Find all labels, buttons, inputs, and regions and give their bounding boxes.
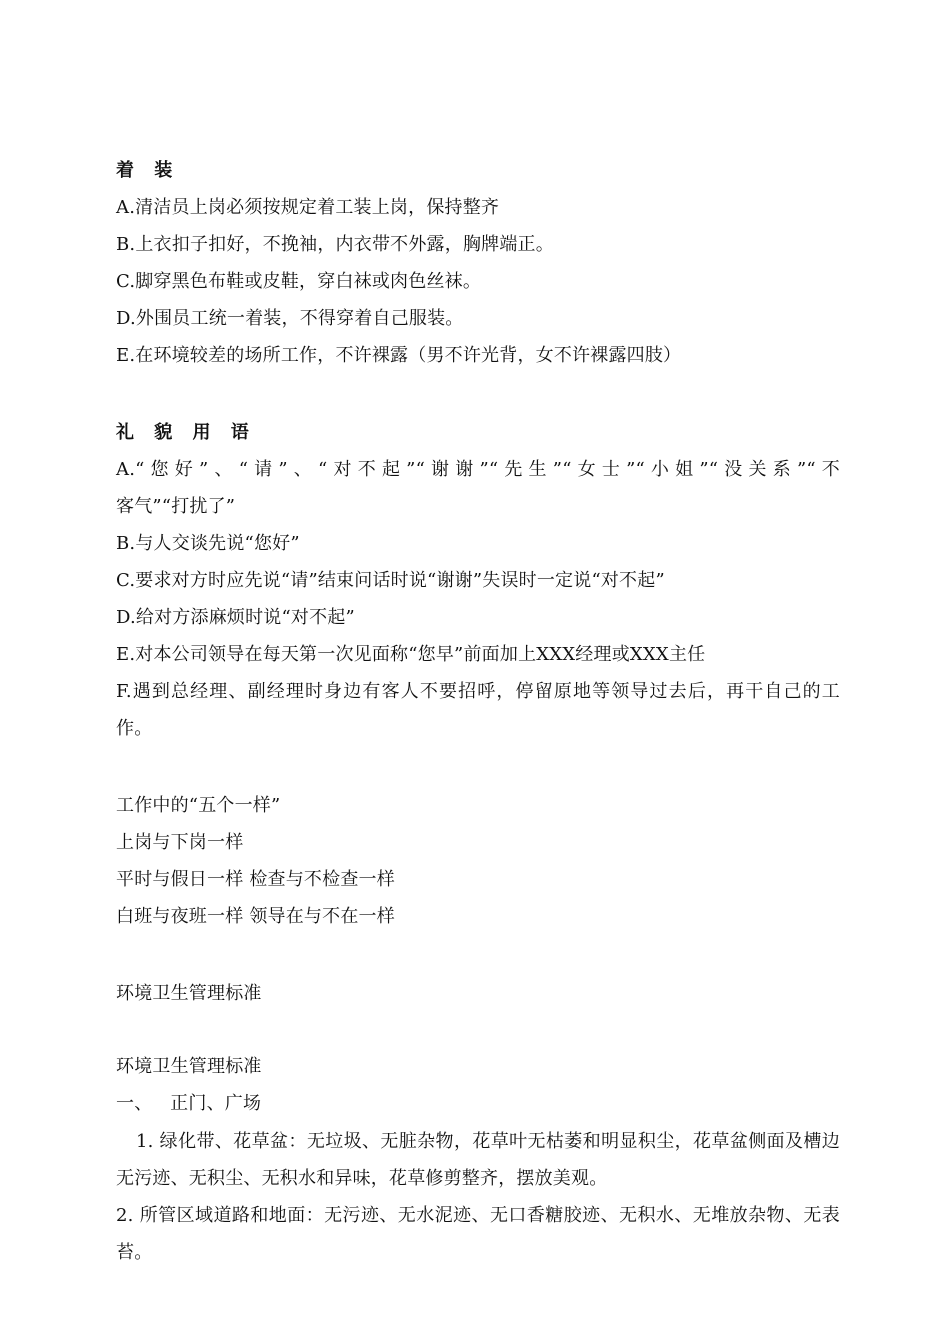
standard-heading-2: 环境卫生管理标准 bbox=[116, 1056, 262, 1077]
item-2-line2: 苔。 bbox=[116, 1242, 153, 1263]
dress-item-d: D.外围员工统一着装，不得穿着自己服装。 bbox=[116, 308, 464, 329]
polite-item-b: B.与人交谈先说“您好” bbox=[116, 533, 300, 554]
polite-item-a-line2: 客气”“打扰了” bbox=[116, 496, 236, 517]
polite-item-f-line1: F.遇到总经理、副经理时身边有客人不要招呼，停留原地等领导过去后，再干自己的工 bbox=[116, 681, 840, 702]
item-1-line2: 无污迹、无积尘、无积水和异味，花草修剪整齐，摆放美观。 bbox=[116, 1168, 608, 1189]
five-same-line2: 平时与假日一样 检查与不检查一样 bbox=[116, 869, 395, 890]
item-2-line1: 2. 所管区域道路和地面：无污迹、无水泥迹、无口香糖胶迹、无积水、无堆放杂物、无表 bbox=[116, 1205, 840, 1226]
dress-item-b: B.上衣扣子扣好，不挽袖，内衣带不外露，胸牌端正。 bbox=[116, 234, 554, 255]
dress-item-a: A.清洁员上岗必须按规定着工装上岗，保持整齐 bbox=[116, 197, 500, 218]
five-same-line3: 白班与夜班一样 领导在与不在一样 bbox=[116, 906, 395, 927]
polite-item-c: C.要求对方时应先说“请”结束问话时说“谢谢”失误时一定说“对不起” bbox=[116, 570, 665, 591]
polite-heading: 礼 貌 用 语 bbox=[116, 422, 256, 443]
five-same-title: 工作中的“五个一样” bbox=[116, 795, 281, 816]
polite-item-a-line1: A.“您好”、“请”、“对不起”“谢谢”“先生”“女士”“小姐”“没关系”“不 bbox=[116, 459, 840, 480]
section-gate-plaza: 一、 正门、广场 bbox=[116, 1093, 262, 1114]
polite-item-e: E.对本公司领导在每天第一次见面称“您早”前面加上XXX经理或XXX主任 bbox=[116, 644, 706, 665]
five-same-line1: 上岗与下岗一样 bbox=[116, 832, 244, 853]
standard-heading-1: 环境卫生管理标准 bbox=[116, 983, 262, 1004]
dress-item-e: E.在环境较差的场所工作，不许裸露（男不许光背，女不许裸露四肢） bbox=[116, 345, 682, 366]
polite-item-f-line2: 作。 bbox=[116, 718, 153, 739]
dress-item-c: C.脚穿黑色布鞋或皮鞋，穿白袜或肉色丝袜。 bbox=[116, 271, 482, 292]
item-1-line1: 1. 绿化带、花草盆：无垃圾、无脏杂物，花草叶无枯萎和明显积尘，花草盆侧面及槽边 bbox=[136, 1131, 840, 1152]
dress-heading: 着 装 bbox=[116, 160, 180, 181]
polite-item-d: D.给对方添麻烦时说“对不起” bbox=[116, 607, 355, 628]
